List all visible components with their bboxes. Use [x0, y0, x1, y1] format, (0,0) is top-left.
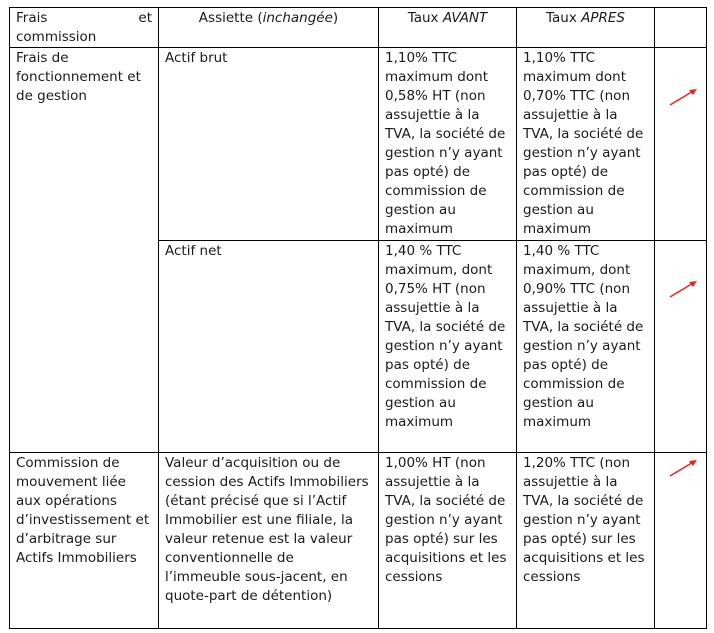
arrow-up-right-icon [668, 457, 700, 479]
rate-after-cell: 1,10% TTC maximum dont 0,70% TTC (non assujettie à la TVA, la société de gestion n’y ayant pas opté) de commission de gestion au maximum [517, 48, 655, 241]
header-indicator [655, 8, 707, 48]
indicator-cell [655, 453, 707, 629]
header-rate-before: Taux AVANT [379, 8, 517, 48]
base-cell: Actif brut [159, 48, 379, 241]
rate-before-cell: 1,00% HT (non assujettie à la TVA, la société de gestion n’y ayant pas opté) sur les acquisitions et les cessions [379, 453, 517, 629]
fee-type-movement: Commission de mouvement liée aux opérations d’investissement et d’arbitrage sur Actifs Immobiliers [10, 453, 159, 629]
header-fees-word: Frais [16, 10, 48, 26]
header-rate-after: Taux APRES [517, 8, 655, 48]
header-base-unchanged: inchangée [262, 10, 333, 26]
arrow-up-right-icon [668, 278, 700, 300]
arrow-up-right-icon [668, 86, 700, 108]
table-row [10, 453, 707, 629]
header-commission-word: commission [16, 29, 97, 45]
indicator-cell [655, 48, 707, 241]
rate-before-cell: 1,40 % TTC maximum, dont 0,75% HT (non assujettie à la TVA, la société de gestion n’y ayant pas opté) de commission de gestion au maximum [379, 241, 517, 453]
header-base: Assiette (inchangée) [159, 8, 379, 48]
fees-comparison-table [9, 7, 707, 629]
table-header-row [10, 8, 707, 48]
header-and-word: et [138, 10, 152, 26]
rate-after-cell: 1,40 % TTC maximum, dont 0,90% TTC (non assujettie à la TVA, la société de gestion n’y ayant pas opté) de commission de gestion au maximum [517, 241, 655, 453]
rate-after-cell: 1,20% TTC (non assujettie à la TVA, la société de gestion n’y ayant pas opté) sur les acquisitions et les cessions [517, 453, 655, 629]
fee-type-operating: Frais de fonctionnement et de gestion [10, 48, 159, 453]
indicator-cell [655, 241, 707, 453]
base-cell: Valeur d’acquisition ou de cession des Actifs Immobiliers (étant précisé que si l’Actif Immobilier est une filiale, la valeur retenue est la valeur conventionnelle de l’immeuble sous-jacent, en quote-part de détention) [159, 453, 379, 629]
base-cell: Actif net [159, 241, 379, 453]
table-row [10, 48, 707, 241]
header-fees-commission [10, 8, 159, 48]
rate-before-cell: 1,10% TTC maximum dont 0,58% HT (non assujettie à la TVA, la société de gestion n’y ayant pas opté) de commission de gestion au maximum [379, 48, 517, 241]
